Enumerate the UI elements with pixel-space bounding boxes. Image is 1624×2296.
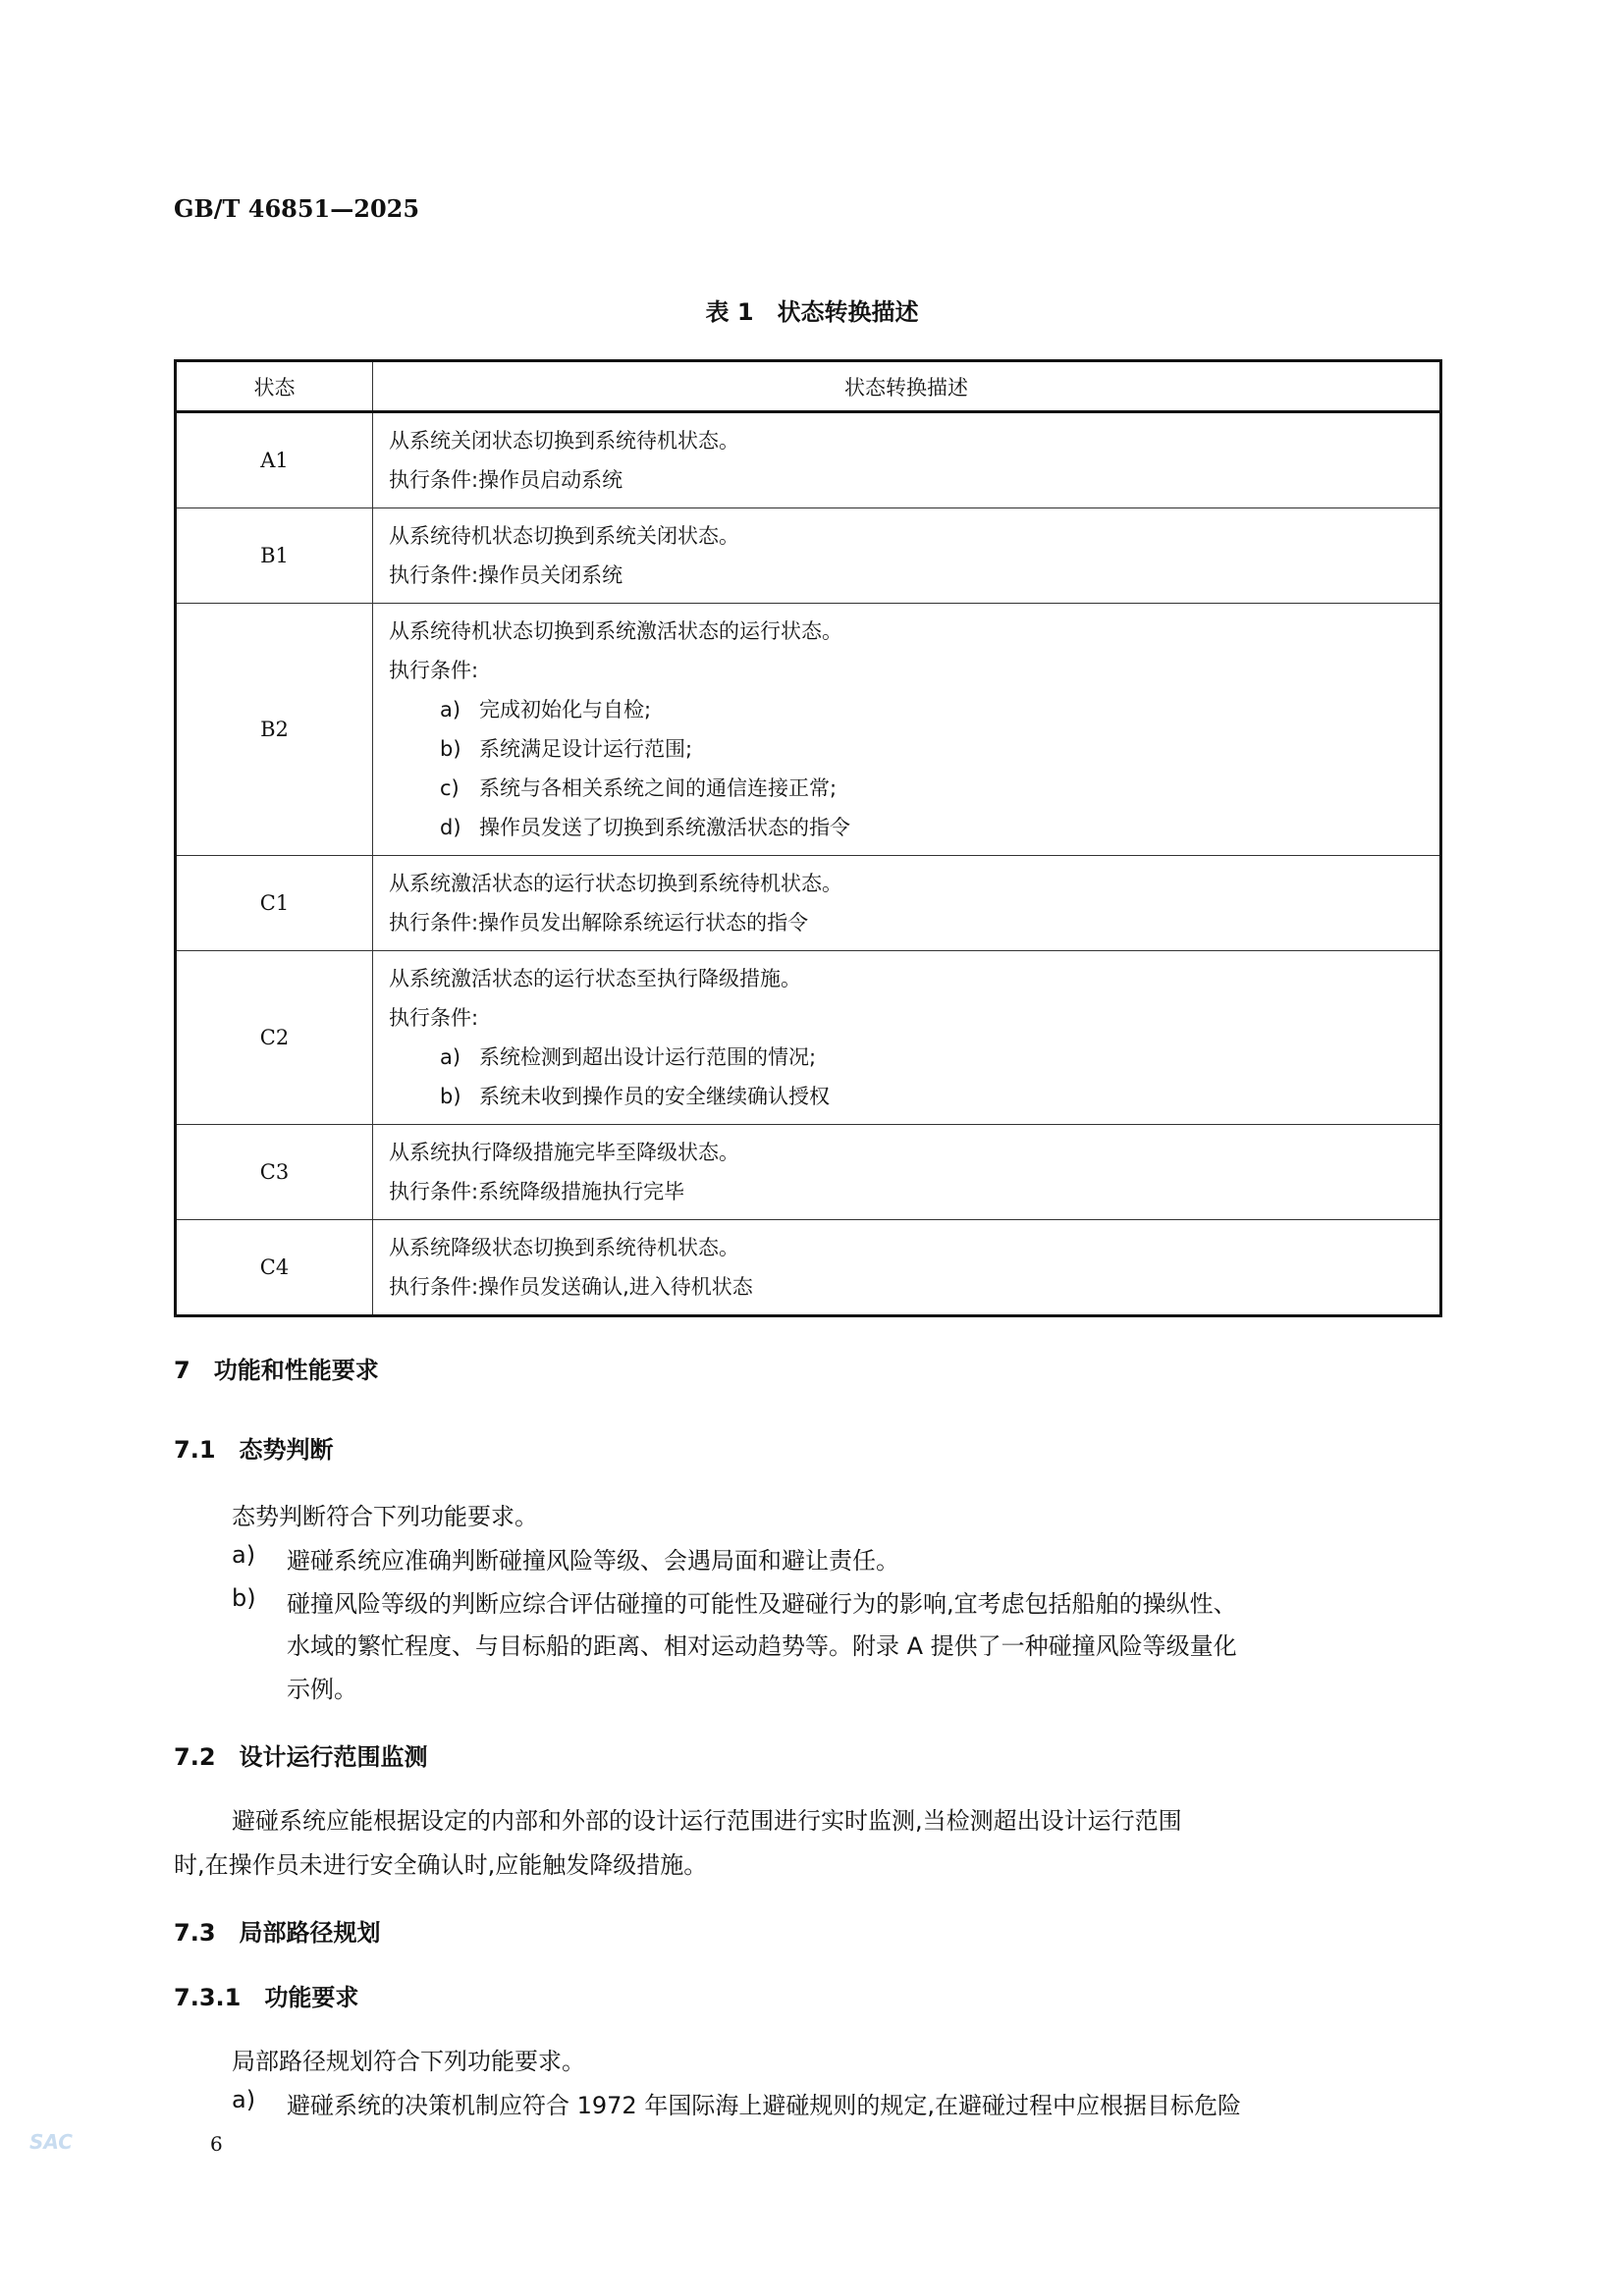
description-cell (373, 1125, 1441, 1220)
list-text-continued: 水域的繁忙程度、与目标船的距离、相对运动趋势等。附录 A 提供了一种碰撞风险等级量化 (287, 1632, 1237, 1660)
state-cell: B2 (176, 604, 373, 856)
item-marker: a) (440, 698, 461, 721)
description-line: 从系统降级状态切换到系统待机状态。 (389, 1236, 739, 1259)
description-line: 执行条件:操作员关闭系统 (389, 563, 623, 587)
column-header-state: 状态 (176, 361, 373, 412)
section-7-heading: 7 功能和性能要求 (174, 1357, 379, 1384)
item-marker: d) (440, 816, 461, 839)
section-7-3-1-heading: 7.3.1 功能要求 (174, 1984, 359, 2011)
paragraph: 态势判断符合下列功能要求。 (232, 1503, 538, 1530)
sac-watermark-logo: SAC (29, 2130, 73, 2154)
condition-item (389, 690, 1439, 729)
description-line: 执行条件: (389, 659, 479, 682)
paragraph: 避碰系统应能根据设定的内部和外部的设计运行范围进行实时监测,当检测超出设计运行范围 (232, 1807, 1182, 1835)
condition-item (389, 1077, 1439, 1116)
description-cell (373, 856, 1441, 951)
table-row (176, 604, 1441, 856)
state-cell: C3 (176, 1125, 373, 1220)
condition-item (389, 1038, 1439, 1077)
list-marker: a) (232, 2086, 256, 2113)
paragraph: 局部路径规划符合下列功能要求。 (232, 2048, 585, 2075)
item-text: 系统与各相关系统之间的通信连接正常; (479, 776, 838, 800)
item-marker: c) (440, 776, 460, 800)
condition-item (389, 769, 1439, 808)
item-marker: b) (440, 1085, 461, 1108)
description-line: 执行条件: (389, 1006, 479, 1030)
description-line: 执行条件:系统降级措施执行完毕 (389, 1180, 685, 1203)
state-cell: C4 (176, 1220, 373, 1316)
table-caption: 表 1 状态转换描述 (705, 298, 919, 326)
item-text: 系统检测到超出设计运行范围的情况; (479, 1045, 817, 1069)
description-line: 从系统激活状态的运行状态切换到系统待机状态。 (389, 872, 842, 895)
list-text: 避碰系统应准确判断碰撞风险等级、会遇局面和避让责任。 (287, 1547, 899, 1575)
table-row (176, 1220, 1441, 1316)
state-cell: A1 (176, 412, 373, 508)
table-row (176, 1125, 1441, 1220)
item-marker: b) (440, 737, 461, 761)
table-row (176, 508, 1441, 604)
list-marker: a) (232, 1541, 256, 1569)
description-cell (373, 951, 1441, 1125)
condition-item (389, 808, 1439, 847)
list-text: 避碰系统的决策机制应符合 1972 年国际海上避碰规则的规定,在避碰过程中应根据目标危险 (287, 2092, 1241, 2119)
state-cell: C1 (176, 856, 373, 951)
state-cell: B1 (176, 508, 373, 604)
item-marker: a) (440, 1045, 461, 1069)
description-line: 执行条件:操作员发送确认,进入待机状态 (389, 1275, 753, 1299)
state-cell: C2 (176, 951, 373, 1125)
description-line: 从系统关闭状态切换到系统待机状态。 (389, 429, 739, 453)
description-cell (373, 604, 1441, 856)
list-text: 碰撞风险等级的判断应综合评估碰撞的可能性及避碰行为的影响,宜考虑包括船舶的操纵性、 (287, 1590, 1237, 1618)
description-line: 从系统待机状态切换到系统激活状态的运行状态。 (389, 619, 842, 643)
item-text: 操作员发送了切换到系统激活状态的指令 (479, 816, 850, 839)
state-transition-table (174, 359, 1442, 1317)
page-number: 6 (210, 2132, 223, 2156)
item-text: 系统未收到操作员的安全继续确认授权 (479, 1085, 830, 1108)
section-7-3-heading: 7.3 局部路径规划 (174, 1919, 381, 1947)
list-marker: b) (232, 1584, 256, 1612)
paragraph-continued: 时,在操作员未进行安全确认时,应能触发降级措施。 (174, 1851, 708, 1879)
section-7-1-heading: 7.1 态势判断 (174, 1436, 334, 1464)
description-line: 从系统待机状态切换到系统关闭状态。 (389, 524, 739, 548)
description-cell (373, 1220, 1441, 1316)
description-cell (373, 412, 1441, 508)
description-line: 执行条件:操作员发出解除系统运行状态的指令 (389, 911, 809, 934)
table-row (176, 412, 1441, 508)
column-header-description: 状态转换描述 (373, 361, 1441, 412)
table-row (176, 951, 1441, 1125)
description-cell (373, 508, 1441, 604)
table-header-row (176, 361, 1441, 412)
description-line: 执行条件:操作员启动系统 (389, 468, 623, 492)
description-line: 从系统执行降级措施完毕至降级状态。 (389, 1141, 739, 1164)
table-row (176, 856, 1441, 951)
standard-number: GB/T 46851—2025 (174, 194, 420, 223)
item-text: 完成初始化与自检; (479, 698, 652, 721)
condition-item (389, 729, 1439, 769)
section-7-2-heading: 7.2 设计运行范围监测 (174, 1743, 428, 1771)
description-line: 从系统激活状态的运行状态至执行降级措施。 (389, 967, 801, 990)
item-text: 系统满足设计运行范围; (479, 737, 693, 761)
list-text-continued: 示例。 (287, 1676, 357, 1703)
